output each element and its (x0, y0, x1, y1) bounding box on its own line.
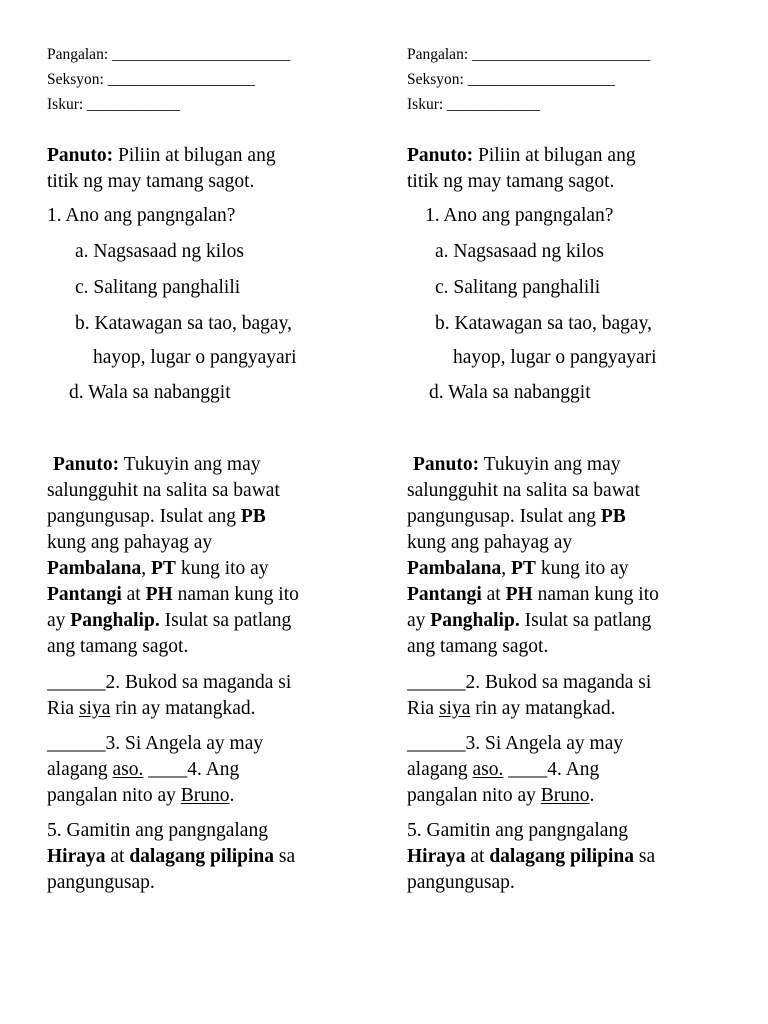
term-pantangi: Pantangi (407, 584, 482, 605)
score-field[interactable]: Iskur: ____________ (47, 96, 181, 113)
section-field[interactable]: Seksyon: ___________________ (407, 71, 615, 88)
code-pb: PB (240, 506, 266, 527)
choice-a[interactable]: a. Nagsasaad ng kilos (435, 241, 604, 262)
question-5: 5. Gamitin ang pangngalang (47, 820, 268, 841)
choice-b[interactable]: b. Katawagan sa tao, bagay, (75, 313, 292, 334)
term-dalaga: dalagang pilipina (489, 846, 635, 867)
instruction-1-cont: titik ng may tamang sagot. (407, 171, 615, 192)
code-ph: PH (505, 584, 533, 605)
instruction-2-line: Pantangi at PH naman kung ito (47, 584, 299, 605)
choice-c[interactable]: c. Salitang panghalili (435, 277, 601, 298)
instruction-label: Panuto: (53, 454, 120, 475)
instruction-2-line: kung ang pahayag ay (47, 532, 213, 553)
question-2-cont: Ria siya rin ay matangkad. (407, 698, 616, 719)
name-field[interactable]: Pangalan: _______________________ (47, 46, 291, 63)
score-field[interactable]: Iskur: ____________ (407, 96, 541, 113)
instruction-2-line: Pambalana, PT kung ito ay (47, 558, 269, 579)
question-3[interactable]: ______3. Si Angela ay may (47, 733, 264, 754)
instruction-2: Panuto: Tukuyin ang may (413, 454, 621, 475)
instruction-label: Panuto: (407, 145, 474, 166)
question-1: 1. Ano ang pangngalan? (425, 205, 614, 226)
choice-c[interactable]: c. Salitang panghalili (75, 277, 241, 298)
instruction-1-cont: titik ng may tamang sagot. (47, 171, 255, 192)
code-pb: PB (600, 506, 626, 527)
underlined-word: Bruno (540, 785, 590, 806)
term-pantangi: Pantangi (47, 584, 122, 605)
instruction-1: Panuto: Piliin at bilugan ang (407, 145, 636, 166)
term-pambalana: Pambalana (47, 558, 142, 579)
choice-a[interactable]: a. Nagsasaad ng kilos (75, 241, 244, 262)
term-hiraya: Hiraya (407, 846, 466, 867)
instruction-2-line: ay Panghalip. Isulat sa patlang (407, 610, 652, 631)
code-ph: PH (145, 584, 173, 605)
instruction-2: Panuto: Tukuyin ang may (53, 454, 261, 475)
instruction-label: Panuto: (47, 145, 114, 166)
question-3-cont[interactable]: alagang aso. ____4. Ang (47, 759, 240, 780)
instruction-2-line: salungguhit na salita sa bawat (47, 480, 280, 501)
choice-b-cont: hayop, lugar o pangyayari (93, 347, 297, 368)
underlined-word: aso. (112, 759, 144, 780)
question-5-cont: pangungusap. (47, 872, 155, 893)
question-2-cont: Ria siya rin ay matangkad. (47, 698, 256, 719)
choice-d[interactable]: d. Wala sa nabanggit (69, 382, 231, 403)
question-2[interactable]: ______2. Bukod sa maganda si (47, 672, 292, 693)
underlined-word: Bruno (180, 785, 230, 806)
instruction-2-line: ang tamang sagot. (407, 636, 549, 657)
choice-b[interactable]: b. Katawagan sa tao, bagay, (435, 313, 652, 334)
term-dalaga: dalagang pilipina (129, 846, 275, 867)
underlined-word: siya (78, 698, 111, 719)
instruction-2-line: Pantangi at PH naman kung ito (407, 584, 659, 605)
instruction-1: Panuto: Piliin at bilugan ang (47, 145, 276, 166)
question-5-cont: Hiraya at dalagang pilipina sa (407, 846, 656, 867)
question-3-cont[interactable]: alagang aso. ____4. Ang (407, 759, 600, 780)
instruction-2-line: ay Panghalip. Isulat sa patlang (47, 610, 292, 631)
instruction-2-line: pangungusap. Isulat ang PB (407, 506, 626, 527)
question-4-cont: pangalan nito ay Bruno. (47, 785, 235, 806)
term-pambalana: Pambalana (407, 558, 502, 579)
question-5: 5. Gamitin ang pangngalang (407, 820, 628, 841)
choice-b-cont: hayop, lugar o pangyayari (453, 347, 657, 368)
question-5-cont: pangungusap. (407, 872, 515, 893)
code-pt: PT (151, 558, 176, 579)
term-panghalip: Panghalip. (430, 610, 520, 631)
instruction-2-line: salungguhit na salita sa bawat (407, 480, 640, 501)
underlined-word: siya (438, 698, 471, 719)
section-field[interactable]: Seksyon: ___________________ (47, 71, 255, 88)
question-1: 1. Ano ang pangngalan? (47, 205, 236, 226)
underlined-word: aso. (472, 759, 504, 780)
choice-d[interactable]: d. Wala sa nabanggit (429, 382, 591, 403)
instruction-2-line: Pambalana, PT kung ito ay (407, 558, 629, 579)
term-hiraya: Hiraya (47, 846, 106, 867)
instruction-2-line: ang tamang sagot. (47, 636, 189, 657)
question-2[interactable]: ______2. Bukod sa maganda si (407, 672, 652, 693)
question-5-cont: Hiraya at dalagang pilipina sa (47, 846, 296, 867)
question-4-cont: pangalan nito ay Bruno. (407, 785, 595, 806)
question-3[interactable]: ______3. Si Angela ay may (407, 733, 624, 754)
term-panghalip: Panghalip. (70, 610, 160, 631)
instruction-label: Panuto: (413, 454, 480, 475)
code-pt: PT (511, 558, 536, 579)
instruction-2-line: kung ang pahayag ay (407, 532, 573, 553)
name-field[interactable]: Pangalan: _______________________ (407, 46, 651, 63)
instruction-2-line: pangungusap. Isulat ang PB (47, 506, 266, 527)
